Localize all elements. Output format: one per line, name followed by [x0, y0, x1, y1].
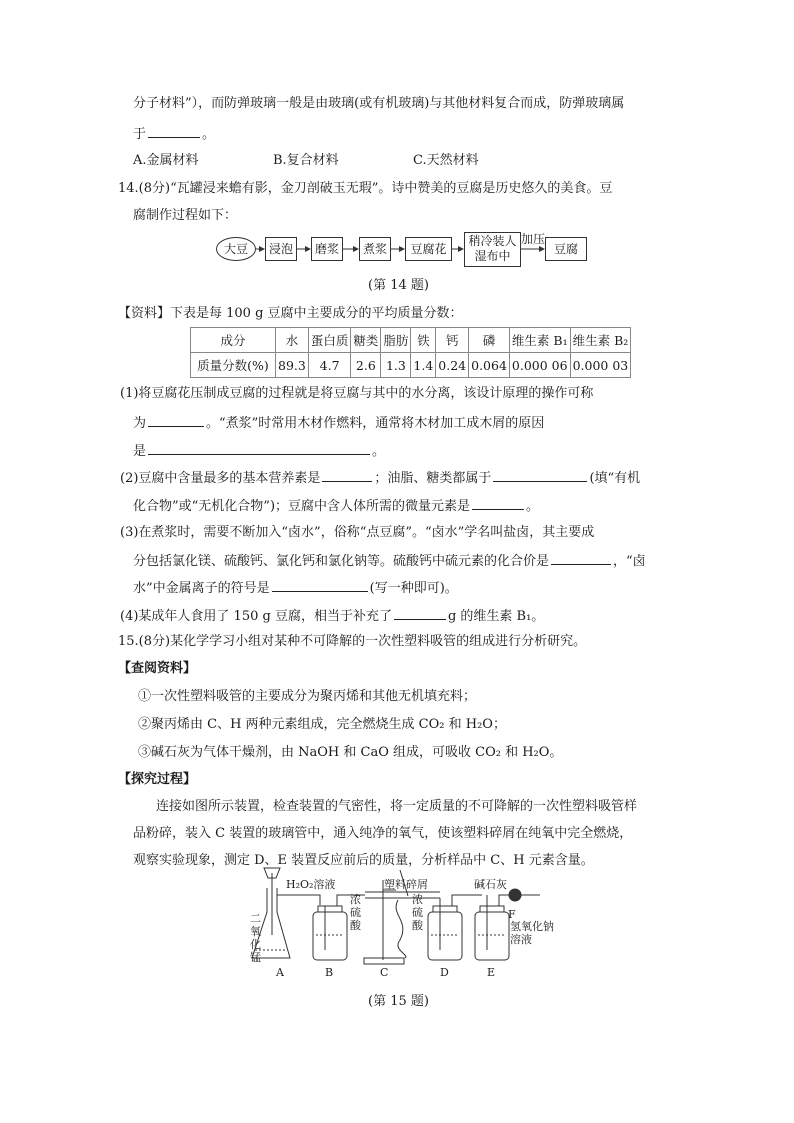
label-mno2-3: 化	[250, 938, 261, 951]
flow-press-label: 加压	[521, 232, 546, 246]
option-a[interactable]: A.金属材料	[133, 153, 199, 168]
table-cell: 糖类	[351, 328, 381, 353]
flow-wrap-line-2: 湿布中	[474, 249, 511, 263]
text: 水”中金属离子的符号是	[133, 581, 270, 596]
bottle-d	[428, 912, 462, 960]
q14-part1-line-1: (1)将豆腐花压制成豆腐的过程就是将豆腐与其中的水分离，该设计原理的操作可称	[120, 386, 594, 401]
table-cell: 铁	[411, 328, 436, 353]
text: ，“卤	[613, 554, 646, 569]
text: 化合物”或“无机化合物”)；豆腐中含人体所需的微量元素是	[133, 499, 471, 514]
q15-stem: 15.(8分)某化学学习小组对某种不可降解的一次性塑料吸管的组成进行分析研究。	[118, 634, 587, 649]
text: 。	[372, 444, 386, 459]
text: (写一种即可)。	[369, 581, 458, 596]
table-cell: 89.3	[276, 353, 309, 378]
label-d-acid-1: 浓	[412, 893, 423, 906]
table-cell: 水	[276, 328, 309, 353]
q14-info: 【资料】下表是每 100 g 豆腐中主要成分的平均质量分数：	[118, 306, 463, 321]
q15-resource-2: ②聚丙烯由 C、H 两种元素组成，完全燃烧生成 CO₂ 和 H₂O；	[138, 717, 506, 732]
text: 为	[133, 416, 147, 431]
q15-exp-line-3: 观察实验现象，测定 D、E 装置反应前后的质量，分析样品中 C、H 元素含量。	[133, 853, 594, 868]
intro-line-2-end: 。	[202, 127, 216, 142]
text: 。	[526, 499, 540, 514]
q14-stem-2: 腐制作过程如下：	[133, 208, 238, 223]
table-cell: 0.064	[469, 353, 510, 378]
flow-grind: 磨浆	[311, 237, 343, 261]
table-cell: 0.000 03	[570, 353, 631, 378]
drying-tube-f	[509, 889, 521, 901]
stand-base	[364, 958, 404, 964]
label-sodalime: 碱石灰	[474, 878, 507, 891]
text: (2)豆腐中含量最多的基本营养素是	[120, 471, 321, 486]
table-cell: 1.3	[381, 353, 411, 378]
intro-line-2-text: 于	[133, 127, 147, 142]
table-cell: 2.6	[351, 353, 381, 378]
table-cell: 1.4	[411, 353, 436, 378]
table-cell: 成分	[191, 328, 276, 353]
label-f: F	[508, 908, 516, 921]
label-b-acid-1: 浓	[350, 893, 361, 906]
label-e: E	[487, 966, 496, 979]
tube-a-b	[277, 895, 320, 905]
figure-14-caption: (第 14 题)	[368, 278, 429, 293]
table-cell: 4.7	[308, 353, 351, 378]
flow-wrap-line-1: 稍冷装人	[468, 234, 517, 248]
label-naoh-1: 氢氧化钠	[510, 920, 554, 933]
label-mno2-1: 二	[250, 912, 261, 925]
tube-c	[365, 892, 440, 898]
label-c: C	[380, 966, 389, 979]
text: (填“有机	[589, 471, 641, 486]
label-mno2-4: 锰	[250, 951, 261, 964]
label-mno2-2: 氧	[250, 925, 261, 938]
flow-soak: 浸泡	[265, 237, 297, 261]
q15-heading-process: 【探究过程】	[118, 772, 197, 787]
text: 分包括氯化镁、硫酸钙、氯化钙和氯化钠等。硫酸钙中硫元素的化合价是	[133, 554, 550, 569]
flow-soybean: 大豆	[216, 237, 256, 261]
label-d: D	[440, 966, 449, 979]
label-d-acid-3: 酸	[412, 919, 423, 932]
label-a: A	[276, 966, 284, 979]
table-cell: 磷	[469, 328, 510, 353]
q14-stem-1: 14.(8分)“瓦罐浸来蟾有影，金刀剖破玉无瑕”。诗中赞美的豆腐是历史悠久的美食。豆	[118, 181, 613, 196]
table-cell: 维生素 B₁	[509, 328, 570, 353]
option-b[interactable]: B.复合材料	[273, 153, 339, 168]
label-d-acid-2: 硫	[412, 906, 423, 919]
option-c[interactable]: C.天然材料	[413, 153, 479, 168]
label-b: B	[325, 966, 334, 979]
bottle-b	[313, 912, 347, 960]
q15-exp-line-2: 品粉碎，装入 C 装置的玻璃管中，通入纯净的氧气，使该塑料碎屑在纯氧中完全燃烧，	[133, 826, 633, 841]
q14-part3-line-1: (3)在煮浆时，需要不断加入“卤水”，俗称“点豆腐”。“卤水”学名叫盐卤，其主要成	[120, 525, 595, 540]
table-cell: 维生素 B₂	[570, 328, 631, 353]
text: (4)某成年人食用了 150 g 豆腐，相当于补充了	[120, 609, 392, 624]
label-naoh-2: 溶液	[510, 933, 532, 946]
text: g 的维生素 B₁。	[447, 609, 545, 624]
figure-15-caption: (第 15 题)	[368, 994, 429, 1009]
flow-tofu: 豆腐	[545, 237, 587, 261]
text: 。“煮浆”时常用木材作燃料，通常将木材加工成木屑的原因	[206, 416, 545, 431]
table-cell: 0.24	[436, 353, 469, 378]
flow-tofu-flower: 豆腐花	[405, 237, 452, 261]
flow-boil: 煮浆	[359, 237, 391, 261]
q15-exp-line-1: 连接如图所示装置，检查装置的气密性，将一定质量的不可降解的一次性塑料吸管样	[156, 799, 638, 814]
q15-heading-research: 【查阅资料】	[118, 661, 197, 676]
label-b-acid-3: 酸	[350, 919, 361, 932]
label-b-acid-2: 硫	[350, 906, 361, 919]
table-cell: 脂肪	[381, 328, 411, 353]
label-h2o2: H₂O₂溶液	[286, 878, 336, 891]
table-cell: 蛋白质	[308, 328, 351, 353]
bottle-e	[475, 912, 509, 960]
label-plastic: 塑料碎屑	[384, 878, 428, 891]
table-cell: 钙	[436, 328, 469, 353]
q15-resource-3: ③碱石灰为气体干燥剂，由 NaOH 和 CaO 组成，可吸收 CO₂ 和 H₂O。	[138, 745, 563, 760]
q15-resource-1: ①一次性塑料吸管的主要成分为聚丙烯和其他无机填充料；	[138, 689, 477, 704]
text: 是	[133, 444, 147, 459]
intro-line-1: 分子材料”），而防弹玻璃一般是由玻璃(或有机玻璃)与其他材料复合而成，防弹玻璃属	[133, 96, 625, 111]
flame	[396, 900, 406, 958]
text: ；油脂、糖类都属于	[374, 471, 492, 486]
table-cell: 0.000 06	[509, 353, 570, 378]
table-cell: 质量分数(%)	[191, 353, 276, 378]
